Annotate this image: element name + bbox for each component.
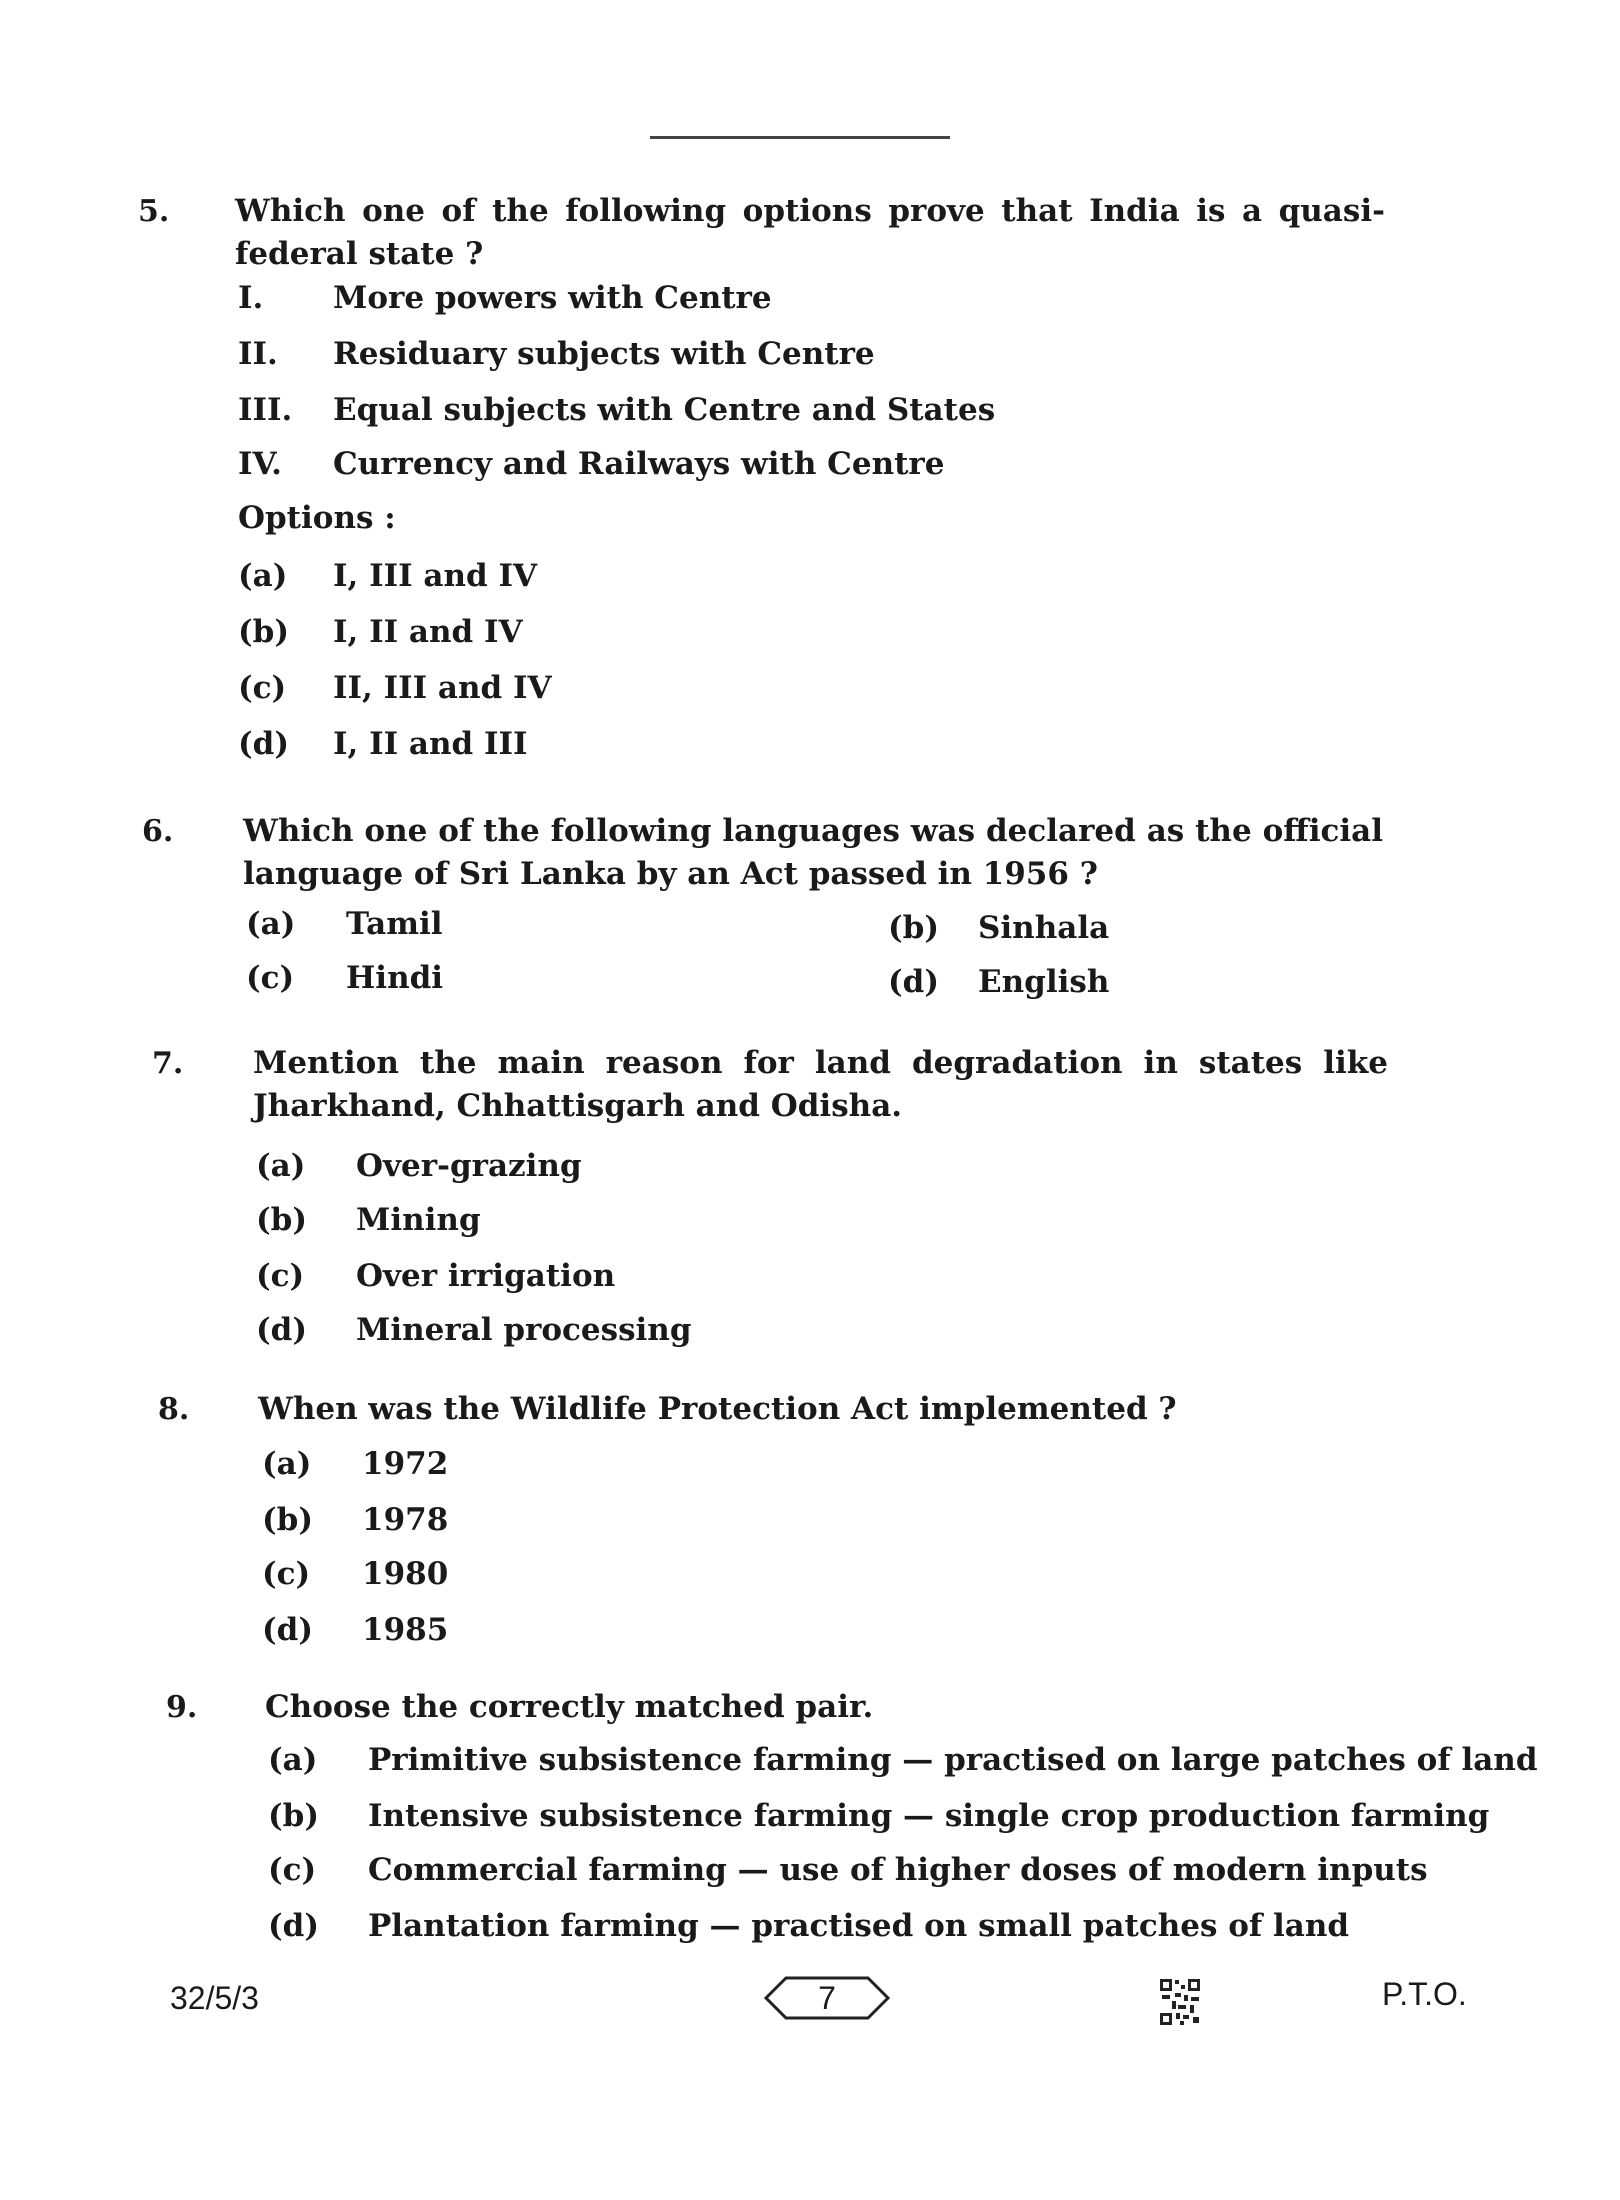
option-label: (c) (246, 960, 295, 996)
option-label: (c) (238, 670, 287, 706)
question-text: Choose the correctly matched pair. (265, 1689, 874, 1725)
option-label: (a) (256, 1148, 306, 1184)
statement-text: More powers with Centre (333, 280, 772, 316)
statement-label: IV. (238, 446, 282, 482)
option-label: (d) (888, 964, 940, 1000)
option-label: (d) (256, 1312, 308, 1348)
option-c (268, 1852, 1428, 1888)
option-text: I, III and IV (333, 558, 538, 594)
option-label: (c) (268, 1852, 317, 1888)
option-text: 1972 (362, 1446, 449, 1482)
option-b (256, 1202, 481, 1238)
statement-label: I. (238, 280, 264, 316)
option-text: Tamil (346, 906, 443, 942)
statement-row (238, 336, 875, 372)
option-text: Primitive subsistence farming — practised on large patches of land (368, 1742, 1538, 1778)
option-label: (d) (238, 726, 290, 762)
question-text: Which one of the following options prove that India is a quasi-federal state ? (235, 193, 1385, 272)
option-c (256, 1258, 615, 1294)
option-c (262, 1556, 448, 1592)
option-text: 1978 (362, 1502, 449, 1538)
option-text: Intensive subsistence farming — single crop production farming (368, 1798, 1490, 1834)
option-text: Mineral processing (356, 1312, 692, 1348)
option-b (262, 1502, 448, 1538)
question-text: Which one of the following languages was declared as the official language of Sri Lanka by an Act passed in 1956 ? (243, 813, 1383, 892)
option-text: I, II and IV (333, 614, 523, 650)
option-label: (a) (246, 906, 296, 942)
option-b (268, 1798, 1489, 1834)
option-label: (b) (256, 1202, 308, 1238)
statement-label: II. (238, 336, 278, 372)
option-a (268, 1742, 1538, 1778)
statement-row (238, 280, 772, 316)
option-label: (b) (268, 1798, 320, 1834)
option-text: Plantation farming — practised on small patches of land (368, 1908, 1350, 1944)
question-text: When was the Wildlife Protection Act implemented ? (258, 1391, 1177, 1427)
option-text: Over-grazing (356, 1148, 582, 1184)
statement-row (238, 446, 944, 482)
option-b (238, 614, 523, 650)
option-a (256, 1148, 582, 1184)
question-text: Mention the main reason for land degradation in states like Jharkhand, Chhattisgarh and Odisha. (253, 1045, 1388, 1124)
option-label: (a) (262, 1446, 312, 1482)
option-text: II, III and IV (333, 670, 552, 706)
option-text: Over irrigation (356, 1258, 616, 1294)
option-text: 1985 (362, 1612, 449, 1648)
question-number: 9. (166, 1690, 198, 1725)
paper-code: 32/5/3 (170, 1980, 259, 2016)
question-number: 7. (152, 1046, 184, 1081)
option-label: (a) (268, 1742, 318, 1778)
option-label: (d) (262, 1612, 314, 1648)
option-a (262, 1446, 448, 1482)
option-text: 1980 (362, 1556, 449, 1592)
options-heading: Options : (238, 500, 396, 536)
option-label: (c) (262, 1556, 311, 1592)
option-b (888, 910, 1109, 946)
option-label: (b) (262, 1502, 314, 1538)
page-number: 7 (818, 1980, 836, 2016)
statement-text: Currency and Railways with Centre (333, 446, 945, 482)
option-d (262, 1612, 448, 1648)
option-label: (d) (268, 1908, 320, 1944)
option-a (246, 906, 443, 942)
page-number-badge (764, 1976, 890, 2020)
option-text: I, II and III (333, 726, 528, 762)
qr-code-icon (1158, 1977, 1202, 2027)
option-label: (c) (256, 1258, 305, 1294)
option-c (246, 960, 443, 996)
option-a (238, 558, 537, 594)
question-number: 8. (158, 1392, 190, 1427)
option-text: Hindi (346, 960, 444, 996)
option-c (238, 670, 552, 706)
option-label: (b) (238, 614, 290, 650)
statement-text: Residuary subjects with Centre (333, 336, 875, 372)
option-d (268, 1908, 1349, 1944)
pto-label: P.T.O. (1382, 1976, 1467, 2012)
statement-text: Equal subjects with Centre and States (333, 392, 996, 428)
question-number: 5. (138, 194, 170, 229)
question-number: 6. (142, 814, 174, 849)
option-text: Commercial farming — use of higher doses of modern inputs (368, 1852, 1428, 1888)
option-text: Sinhala (978, 910, 1110, 946)
statement-label: III. (238, 392, 293, 428)
top-rule (650, 136, 950, 139)
option-label: (b) (888, 910, 940, 946)
option-text: Mining (356, 1202, 481, 1238)
option-d (238, 726, 527, 762)
option-d (888, 964, 1109, 1000)
statement-row (238, 392, 995, 428)
option-label: (a) (238, 558, 288, 594)
option-text: English (978, 964, 1110, 1000)
option-d (256, 1312, 692, 1348)
